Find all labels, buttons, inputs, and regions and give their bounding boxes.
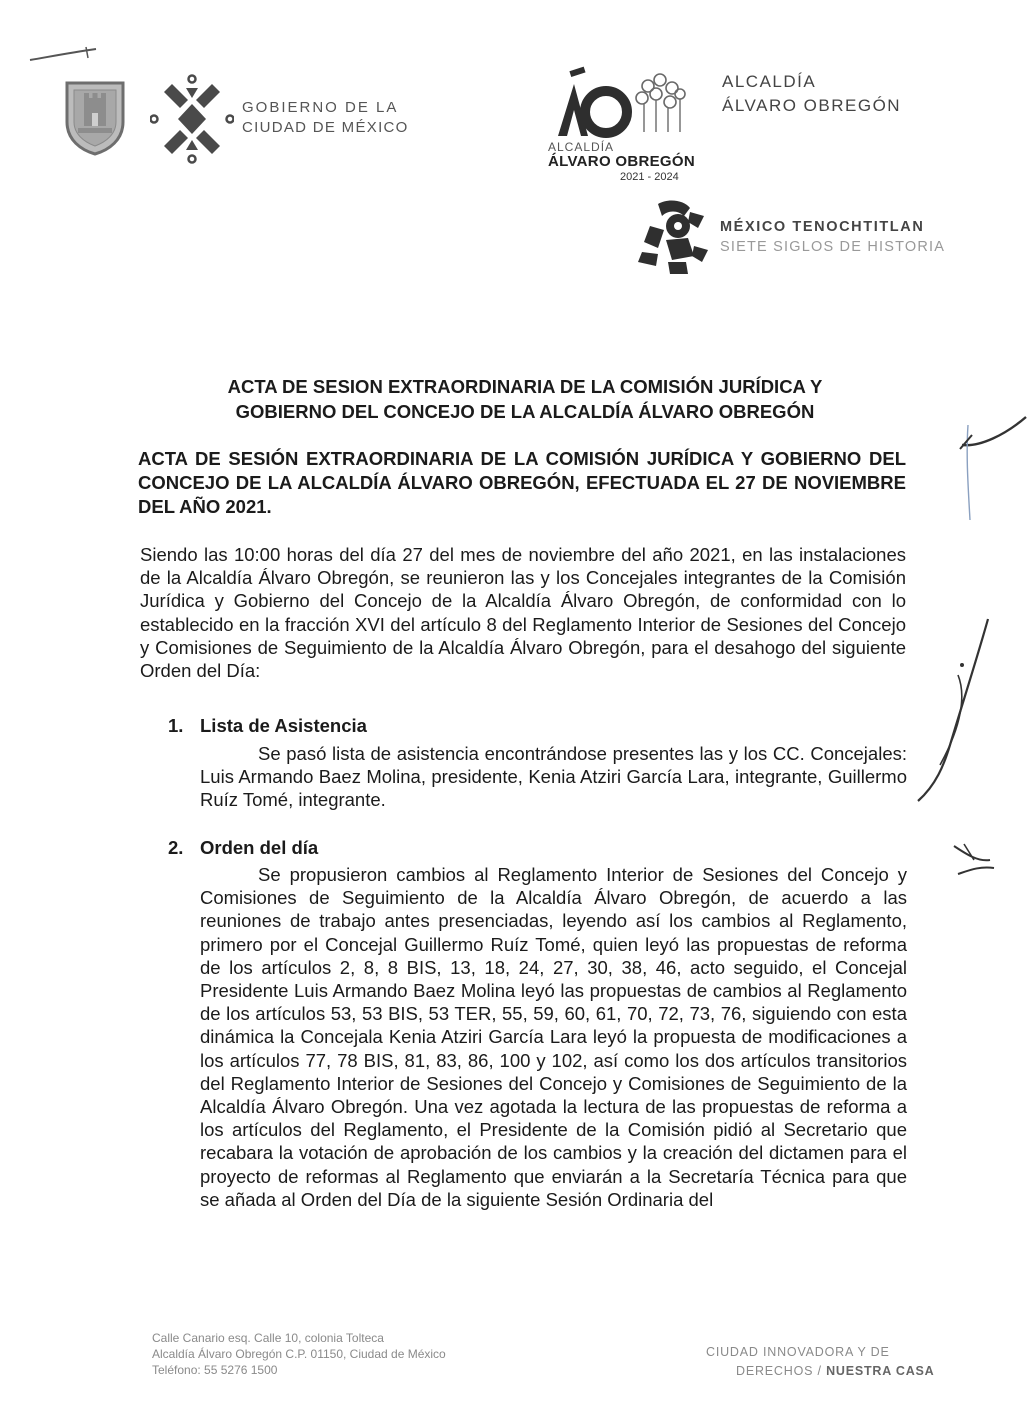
tenochtitlan-glyph-icon xyxy=(628,196,712,278)
tenochtitlan-legend xyxy=(720,217,945,257)
section-1-body xyxy=(200,742,907,812)
coat-of-arms-icon xyxy=(64,80,126,156)
document-title xyxy=(130,374,920,424)
margin-signature-1 xyxy=(950,405,1030,525)
footer-slogan-line2b: NUESTRA CASA xyxy=(826,1364,935,1378)
section-2-title: Orden del día xyxy=(200,837,319,858)
section-2-body xyxy=(200,863,907,1211)
pen-mark-top-left xyxy=(28,44,98,66)
alcaldia-caption-line1: ALCALDÍA xyxy=(548,140,615,154)
document-title-line2: GOBIERNO DEL CONCEJO DE LA ALCALDÍA ÁLVARO OBREGÓN xyxy=(235,401,815,422)
margin-signature-2 xyxy=(900,615,1010,805)
intro-paragraph: Siendo las 10:00 horas del día 27 del mes de noviembre del año 2021, en las instalaciones de la Alcaldía Álvaro Obregón, se reunieron las y los Concejales integrantes de la Comisión Jurídica y Gobierno del Concejo de la Alcaldía Álvaro Obregón, de conformidad con lo establecido en la fracción XVI del artículo 8 del Reglamento Interior de Sesiones del Concejo y Comisiones de Seguimiento de la Alcaldía Álvaro Obregón, para el desahogo del siguiente Orden del Día: xyxy=(140,544,906,682)
government-name-line2: CIUDAD DE MÉXICO xyxy=(242,119,409,136)
margin-signature-3 xyxy=(950,840,1000,880)
footer-slogan-line2a: DERECHOS / xyxy=(736,1364,827,1378)
tenochtitlan-line2: SIETE SIGLOS DE HISTORIA xyxy=(720,239,946,255)
alcaldia-logo-caption xyxy=(548,140,708,183)
section-1-title: Lista de Asistencia xyxy=(200,715,367,736)
footer-address-line1: Calle Canario esq. Calle 10, colonia Tolteca xyxy=(152,1331,384,1345)
tenochtitlan-line1: MÉXICO TENOCHTITLAN xyxy=(720,219,925,235)
alcaldia-name-line1: ALCALDÍA xyxy=(722,72,817,91)
alcaldia-caption-line2: ÁLVARO OBREGÓN xyxy=(548,153,695,170)
section-1-body-text: Se pasó lista de asistencia encontrándose presentes las y los CC. Concejales: Luis Armando Baez Molina, presidente, Kenia Atziri García Lara, integrante, Guillermo Ruíz Tomé, integrante. xyxy=(200,743,907,811)
footer-phone: Teléfono: 55 5276 1500 xyxy=(152,1363,278,1377)
footer-slogan-line2 xyxy=(706,1362,935,1381)
alcaldia-name-line2: ÁLVARO OBREGÓN xyxy=(722,96,902,115)
cdmx-government-logo-icon xyxy=(150,74,234,164)
section-1-number: 1. xyxy=(168,715,184,736)
footer-address xyxy=(152,1330,446,1378)
government-name-line1: GOBIERNO DE LA xyxy=(242,99,399,116)
alcaldia-logo-icon xyxy=(552,66,696,140)
alcaldia-name-right xyxy=(722,70,901,118)
document-subtitle: ACTA DE SESIÓN EXTRAORDINARIA DE LA COMISIÓN JURÍDICA Y GOBIERNO DEL CONCEJO DE LA ALCALDÍA ÁLVARO OBREGÓN, EFECTUADA EL 27 DE NOVIEMBRE DEL AÑO 2021. xyxy=(138,448,906,517)
alcaldia-caption-years: 2021 - 2024 xyxy=(620,171,679,183)
footer-address-line2: Alcaldía Álvaro Obregón C.P. 01150, Ciudad de México xyxy=(152,1347,446,1361)
footer-slogan xyxy=(706,1343,935,1381)
section-2-number: 2. xyxy=(168,837,184,858)
footer-slogan-line1: CIUDAD INNOVADORA Y DE xyxy=(706,1345,890,1359)
government-name xyxy=(242,98,409,138)
section-2-body-text: Se propusieron cambios al Reglamento Interior de Sesiones del Concejo y Comisiones de Seguimiento de la Alcaldía Álvaro Obregón, de acuerdo a las reuniones de trabajo antes presenciadas, leyendo así los cambios al Reglamento, primero por el Concejal Guillermo Ruíz Tomé, quien leyó las propuestas de reforma de los artículos 2, 8, 8 BIS, 13, 18, 24, 27, 30, 38, 46, acto seguido, el Concejal Presidente Luis Armando Baez Molina leyó las propuestas de cambios al Reglamento de los artículos 53, 53 BIS, 53 TER, 55, 59, 60, 61, 70, 72, 73, 76, siguiendo con esta dinámica la Concejala Kenia Atziri García Lara leyó la propuesta de modificaciones a los artículos 77, 78 BIS, 81, 83, 86, 100 y 102, así como los dos artículos transitorios del Reglamento Interior de Sesiones del Concejo y Comisiones de Seguimiento de la Alcaldía Álvaro Obregón. Una vez agotada la lectura de las propuestas de reforma a los artículos del Reglamento, el Presidente de la Comisión pidió al Secretario que recabara la votación de aprobación de los cambios y la creación del dictamen para el proyecto de reformas al Reglamento que enviarán a la Secretaría Técnica para que se añada al Orden del Día de la siguiente Sesión Ordinaria del xyxy=(200,864,907,1210)
document-title-line1: ACTA DE SESION EXTRAORDINARIA DE LA COMISIÓN JURÍDICA Y xyxy=(227,376,823,397)
